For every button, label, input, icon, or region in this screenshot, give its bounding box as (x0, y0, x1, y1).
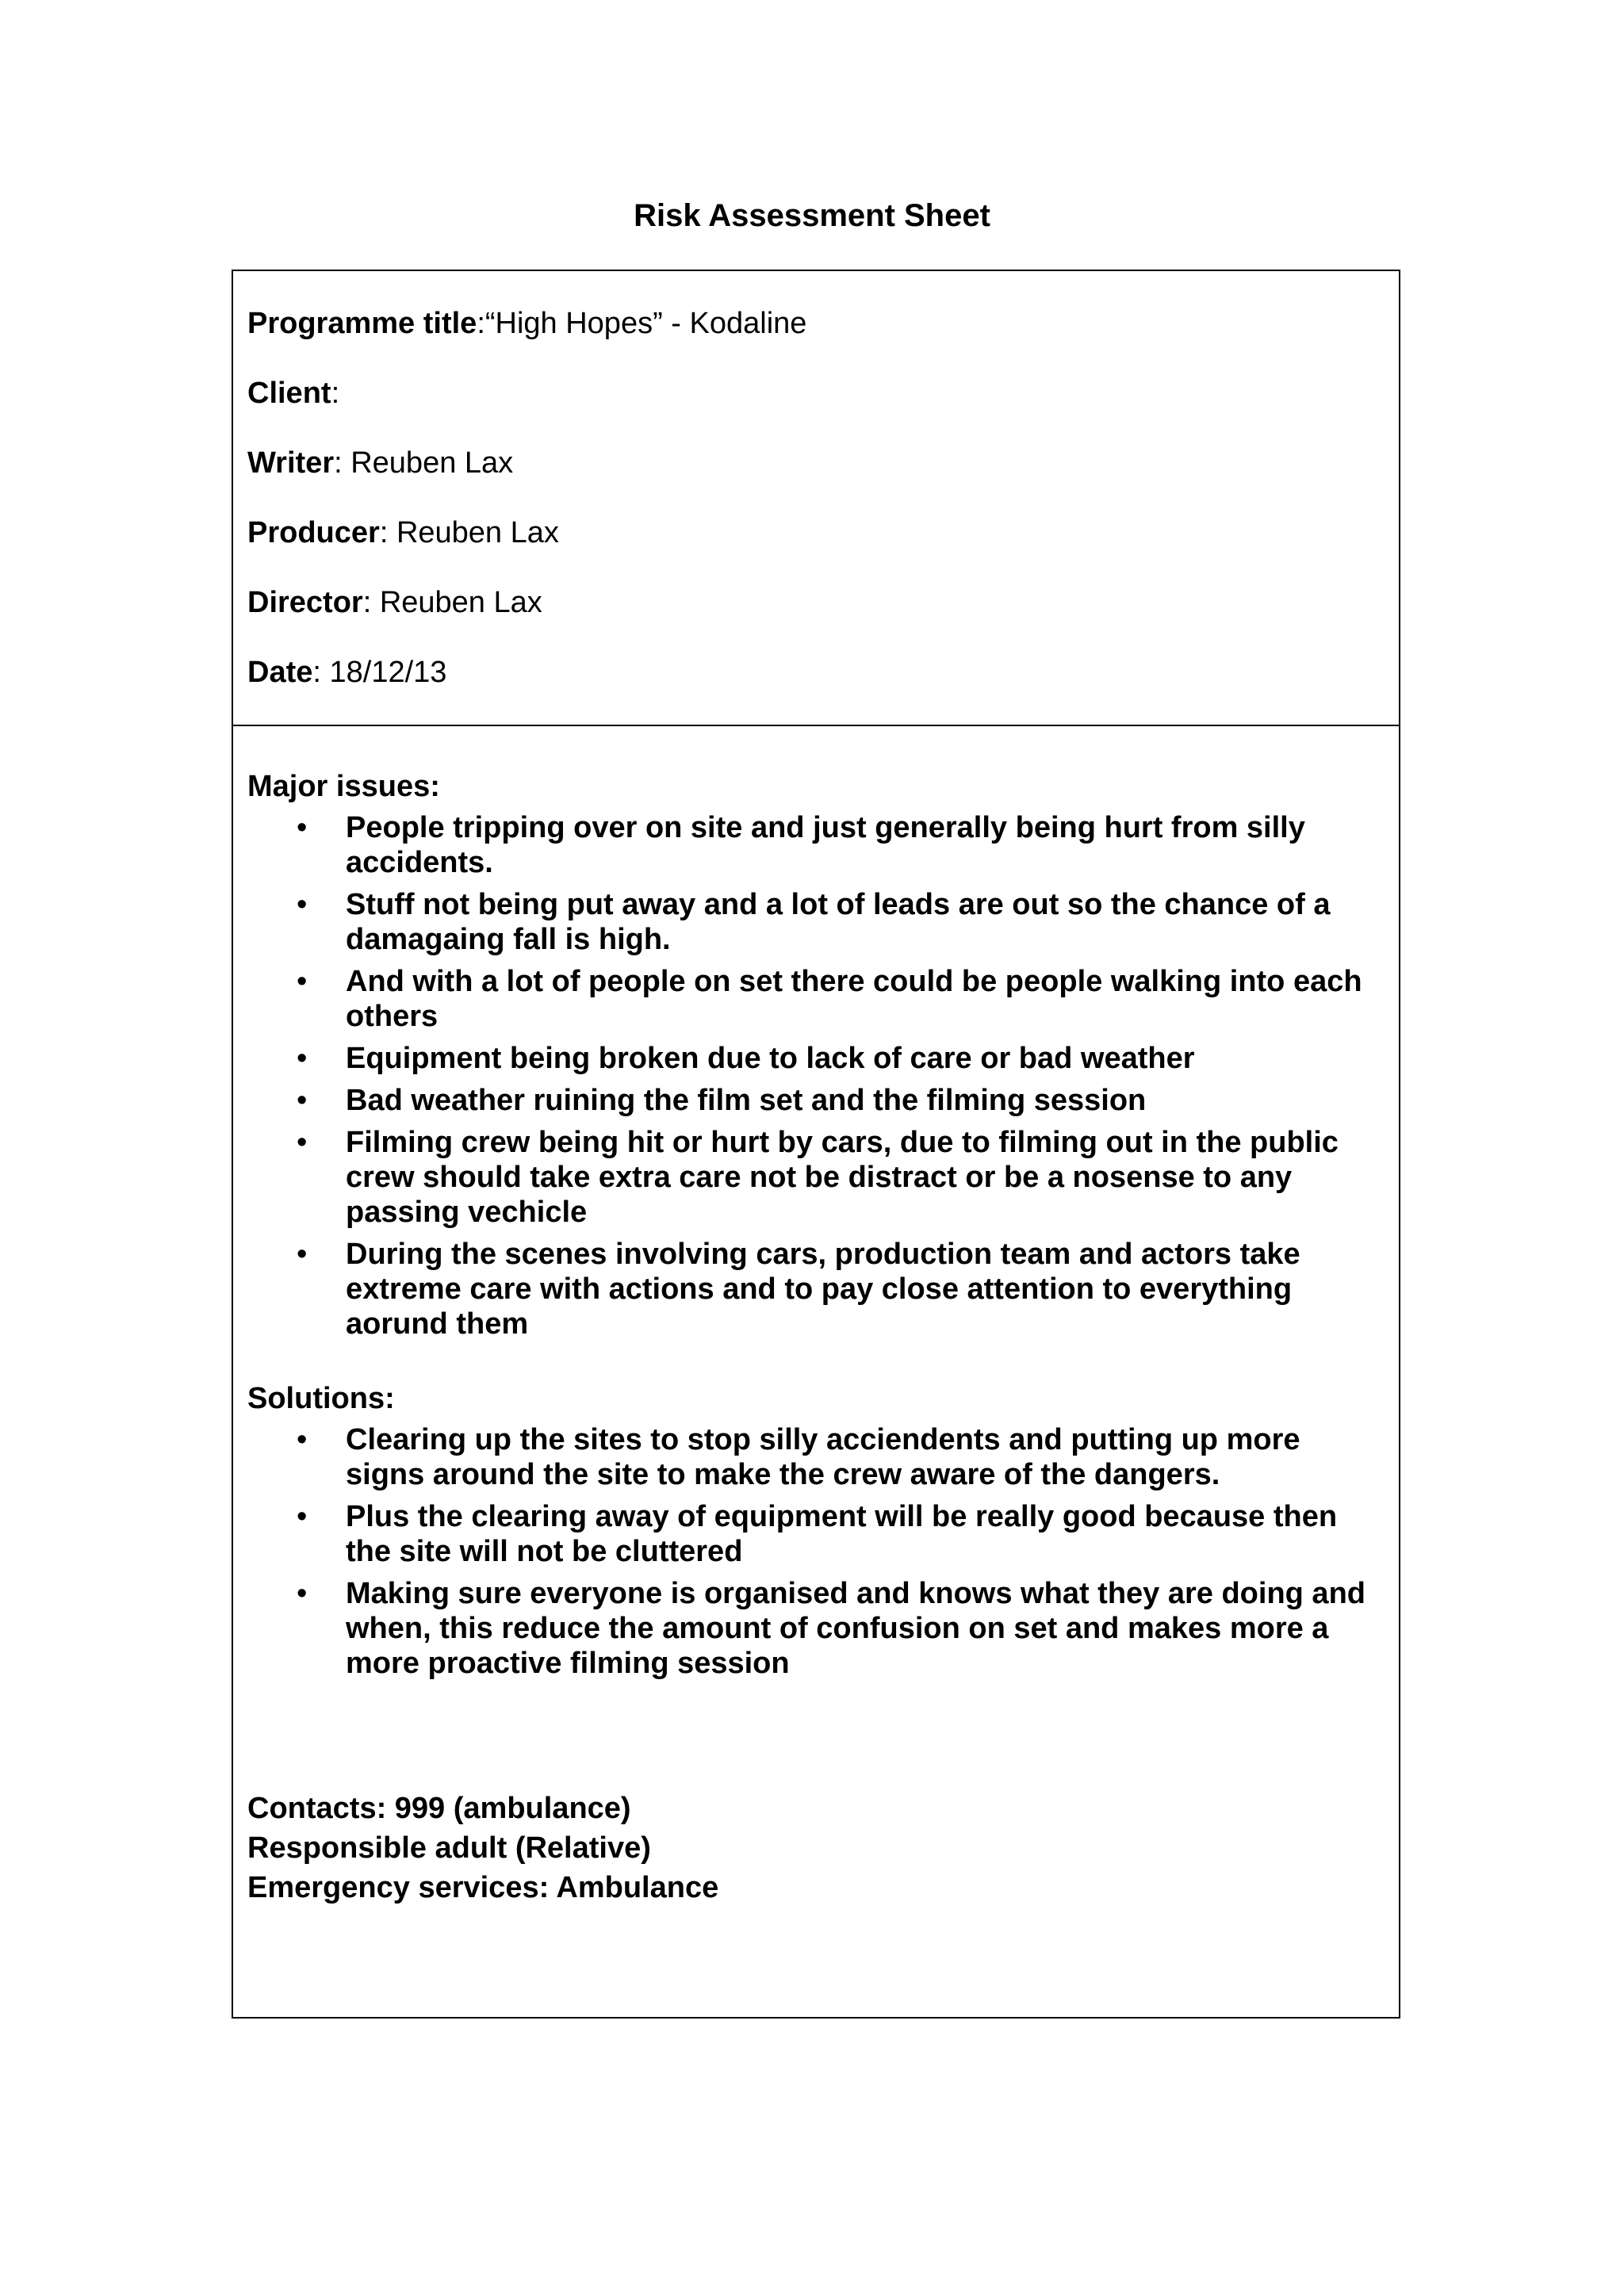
bullet-icon: • (297, 1238, 308, 1271)
list-item (247, 1125, 1385, 1230)
issues-solutions-cell (233, 726, 1399, 2017)
client-label: Client (247, 377, 331, 410)
client-value: : (331, 377, 340, 410)
bullet-icon: • (297, 1084, 308, 1117)
writer-row (247, 446, 1385, 480)
programme-title-row (247, 306, 1385, 341)
writer-value: : Reuben Lax (334, 446, 514, 480)
risk-assessment-table (232, 270, 1400, 2019)
list-item-text: Plus the clearing away of equipment will be really good because then the site will not be cluttered (346, 1500, 1338, 1568)
list-item-text: Equipment being broken due to lack of care or bad weather (346, 1042, 1195, 1075)
date-value: : 18/12/13 (312, 656, 447, 689)
list-item (247, 1041, 1385, 1076)
list-item-text: Making sure everyone is organised and knows what they are doing and when, this reduce the amount of confusion on set and makes more a more proactive filming session (346, 1577, 1365, 1680)
director-row (247, 585, 1385, 620)
list-item-text: Stuff not being put away and a lot of leads are out so the chance of a damagaing fall is high. (346, 888, 1331, 956)
list-item-text: People tripping over on site and just generally being hurt from silly accidents. (346, 811, 1305, 879)
responsible-adult-line: Responsible adult (Relative) (247, 1831, 651, 1865)
list-item (247, 1422, 1385, 1492)
list-item (247, 964, 1385, 1034)
solutions-heading: Solutions: (247, 1382, 395, 1415)
list-item-text: Clearing up the sites to stop silly acciendents and putting up more signs around the site to make the crew aware of the dangers. (346, 1423, 1300, 1491)
programme-title-label: Programme title (247, 307, 477, 340)
list-item (247, 887, 1385, 957)
bullet-icon: • (297, 1500, 308, 1533)
list-item (247, 1083, 1385, 1118)
bullet-icon: • (297, 811, 308, 844)
date-label: Date (247, 656, 313, 689)
producer-label: Producer (247, 516, 380, 549)
bullet-icon: • (297, 1042, 308, 1075)
list-item (247, 810, 1385, 880)
contacts-line: Contacts: 999 (ambulance) (247, 1792, 631, 1825)
list-item (247, 1499, 1385, 1569)
programme-details-cell (233, 271, 1399, 726)
bullet-icon: • (297, 965, 308, 998)
bullet-icon: • (297, 888, 308, 921)
emergency-services-line: Emergency services: Ambulance (247, 1871, 719, 1904)
list-item-text: Bad weather ruining the film set and the filming session (346, 1084, 1147, 1117)
bullet-icon: • (297, 1126, 308, 1159)
director-value: : Reuben Lax (362, 586, 542, 619)
page-title: Risk Assessment Sheet (634, 198, 990, 233)
producer-row (247, 515, 1385, 550)
list-item (247, 1237, 1385, 1341)
bullet-icon: • (297, 1423, 308, 1456)
list-item (247, 1576, 1385, 1681)
contacts-block (247, 1789, 1385, 1908)
solutions-list (247, 1422, 1385, 1681)
list-item-text: During the scenes involving cars, production team and actors take extreme care with actions and to pay close attention to everything aorund them (346, 1238, 1300, 1341)
programme-title-value: :“High Hopes” - Kodaline (477, 307, 807, 340)
major-issues-heading: Major issues: (247, 770, 440, 803)
major-issues-list (247, 810, 1385, 1341)
client-row (247, 376, 1385, 411)
list-item-text: Filming crew being hit or hurt by cars, due to filming out in the public crew should take extra care not be distract or be a nosense to any passing vechicle (346, 1126, 1339, 1229)
writer-label: Writer (247, 446, 335, 480)
date-row (247, 655, 1385, 690)
bullet-icon: • (297, 1577, 308, 1610)
producer-value: : Reuben Lax (379, 516, 559, 549)
director-label: Director (247, 586, 363, 619)
list-item-text: And with a lot of people on set there could be people walking into each others (346, 965, 1362, 1033)
